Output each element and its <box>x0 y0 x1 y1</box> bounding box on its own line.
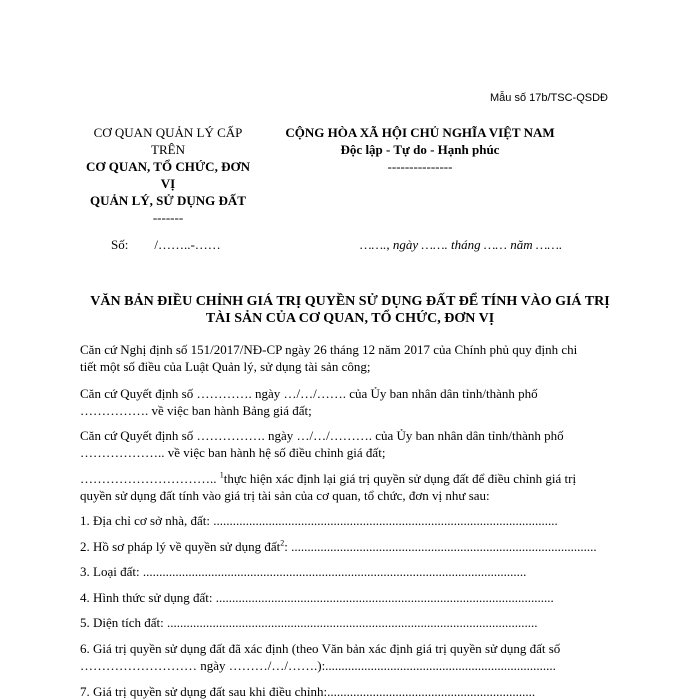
purpose-blank: ………………………….. <box>80 471 220 486</box>
title-line-2: TÀI SẢN CỦA CƠ QUAN, TỔ CHỨC, ĐƠN VỊ <box>205 311 495 326</box>
item-adjusted-value: 7. Giá trị quyền sử dụng đất sau khi điều chỉnh:................................................................ <box>80 684 536 699</box>
purpose-line-1 <box>80 470 620 487</box>
legal-basis-adjustment <box>80 427 620 461</box>
agency-line-2: TRÊN <box>151 142 185 157</box>
form-code: Mẫu số 17b/TSC-QSDĐ <box>490 92 608 104</box>
determined-value-line-2: ……………………… ngày ………/…/…….):....................................................................... <box>80 658 556 673</box>
adjustment-line-1: Căn cứ Quyết định số ……………. ngày …/…/………. của Ủy ban nhân dân tỉnh/thành phố <box>80 428 564 443</box>
adjustment-line-2: ……………….. về việc ban hành hệ số điều chỉnh giá đất; <box>80 445 386 460</box>
purpose-text: thực hiện xác định lại giá trị quyền sử dụng đất để điều chỉnh giá trị <box>223 471 577 486</box>
item-address: 1. Địa chỉ cơ sở nhà, đất: .......................................................................................................... <box>80 513 558 528</box>
decree-line-1: Căn cứ Nghị định số 151/2017/NĐ-CP ngày 26 tháng 12 năm 2017 của Chính phủ quy định chi <box>80 342 578 357</box>
item-determined-value <box>80 640 620 674</box>
legal-docs-label: 2. Hồ sơ pháp lý về quyền sử dụng đất <box>80 539 281 554</box>
item-land-type: 3. Loại đất: ...................................................................................................................... <box>80 564 527 579</box>
legal-basis-land-price <box>80 385 620 419</box>
purpose-paragraph <box>80 470 620 504</box>
determined-value-line-1: 6. Giá trị quyền sử dụng đất đã xác định (theo Văn bản xác định giá trị quyền sử dụng đất số <box>80 641 561 656</box>
legal-basis-decree <box>80 341 620 375</box>
title-line-1: VĂN BẢN ĐIỀU CHỈNH GIÁ TRỊ QUYỀN SỬ DỤNG ĐẤT ĐỂ TÍNH VÀO GIÁ TRỊ <box>90 294 610 309</box>
agency-line-3: CƠ QUAN, TỔ CHỨC, ĐƠN <box>86 159 250 174</box>
issuing-agency-header <box>75 124 261 226</box>
land-price-line-1: Căn cứ Quyết định số …………. ngày …/…/……. của Ủy ban nhân dân tỉnh/thành phố <box>80 386 538 401</box>
purpose-line-2: quyền sử dụng đất tính vào giá trị tài sản của cơ quan, tổ chức, đơn vị như sau: <box>80 488 490 503</box>
land-price-line-2: ……………. về việc ban hành Bảng giá đất; <box>80 403 312 418</box>
document-title <box>80 293 620 327</box>
document-date: ……., ngày ……. tháng …… năm ……. <box>360 237 563 252</box>
motto-divider: --------------- <box>387 159 453 174</box>
document-number: Số: /……..-…… <box>111 237 221 252</box>
agency-line-5: QUẢN LÝ, SỬ DỤNG ĐẤT <box>90 193 246 208</box>
decree-line-2: tiết một số điều của Luật Quản lý, sử dụng tài sản công; <box>80 359 371 374</box>
item-legal-documents <box>80 538 620 555</box>
footnote-ref-2: 2 <box>280 538 285 548</box>
agency-line-4: VỊ <box>160 176 176 191</box>
national-header <box>272 124 568 175</box>
country-name: CỘNG HÒA XÃ HỘI CHỦ NGHĨA VIỆT NAM <box>285 125 555 140</box>
agency-divider: ------- <box>152 210 184 225</box>
legal-docs-dots: : .............................................................................................. <box>284 539 597 554</box>
item-land-use-form: 4. Hình thức sử dụng đất: ........................................................................................................ <box>80 590 554 605</box>
item-land-area: 5. Diện tích đất: .................................................................................................................. <box>80 615 538 630</box>
agency-line-1: CƠ QUAN QUẢN LÝ CẤP <box>93 125 243 140</box>
national-motto: Độc lập - Tự do - Hạnh phúc <box>340 142 500 157</box>
footnote-ref-1: 1 <box>219 470 224 480</box>
